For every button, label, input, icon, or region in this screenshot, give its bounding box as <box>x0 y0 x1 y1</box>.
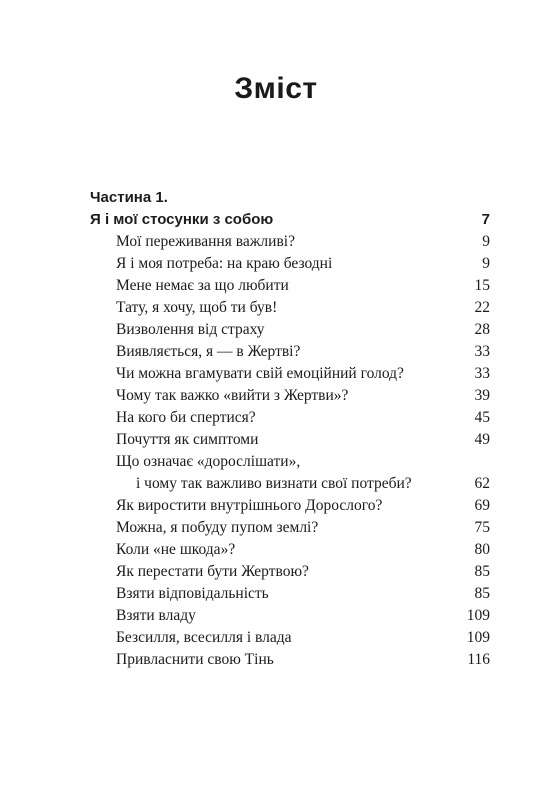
toc-entry[interactable] <box>90 275 490 297</box>
toc-entry-page: 116 <box>467 651 490 668</box>
toc-entry-title-continuation: і чому так важливо визнати свої потреби? <box>136 475 412 492</box>
toc-entry[interactable] <box>90 407 490 429</box>
toc-entry-page: 75 <box>474 519 490 536</box>
part-page-number: 7 <box>481 211 490 228</box>
part-label: Частина 1. <box>90 189 168 206</box>
toc-entry[interactable] <box>90 495 490 517</box>
toc-entry[interactable] <box>90 341 490 363</box>
toc-entry[interactable] <box>90 363 490 385</box>
toc-entry[interactable] <box>90 605 490 627</box>
toc-entry-page: 9 <box>482 255 490 272</box>
toc-entry-title: Взяти відповідальність <box>116 585 269 602</box>
toc-entry-page: 69 <box>474 497 490 514</box>
part-title-row[interactable] <box>90 209 490 231</box>
toc-entry-page: 15 <box>474 277 490 294</box>
toc-entry-page: 109 <box>466 607 490 624</box>
page-title: Зміст <box>234 72 318 105</box>
toc-entry-page: 109 <box>466 629 490 646</box>
toc-entry-title: На кого би спертися? <box>116 409 256 426</box>
toc-entry-page: 45 <box>474 409 490 426</box>
toc-entry-page: 9 <box>482 233 490 250</box>
toc-entry-page: 33 <box>474 343 490 360</box>
toc-entry[interactable] <box>90 385 490 407</box>
toc-entry[interactable] <box>90 561 490 583</box>
toc-entry-title: Безсилля, всесилля і влада <box>116 629 292 646</box>
toc-entry-title: Почуття як симптоми <box>116 431 259 448</box>
toc-entry-title: Виявляється, я — в Жертві? <box>116 343 301 360</box>
toc-entry[interactable] <box>90 583 490 605</box>
toc-entry[interactable] <box>90 253 490 275</box>
toc-entry-title: Коли «не шкода»? <box>116 541 236 558</box>
toc-entry[interactable] <box>90 627 490 649</box>
toc-entry[interactable] <box>90 649 490 671</box>
toc-entry-page: 85 <box>474 585 490 602</box>
toc-entry-page: 62 <box>474 475 490 492</box>
toc-entry-title: Привласнити свою Тінь <box>116 651 274 668</box>
toc-entry-page: 85 <box>474 563 490 580</box>
toc-entry-page: 33 <box>474 365 490 382</box>
toc-entry-title: Тату, я хочу, щоб ти був! <box>116 299 278 316</box>
toc-entry[interactable] <box>90 517 490 539</box>
table-of-contents <box>90 187 490 671</box>
toc-entry-title: Взяти владу <box>116 607 196 624</box>
toc-entry[interactable] <box>90 231 490 253</box>
toc-entry-title: Чи можна вгамувати свій емоційний голод? <box>116 365 404 382</box>
toc-entry-title: Можна, я побуду пупом землі? <box>116 519 319 536</box>
toc-entry-title: Я і моя потреба: на краю безодні <box>116 255 333 272</box>
toc-entry-page: 39 <box>474 387 490 404</box>
toc-entry-title: Чому так важко «вийти з Жертви»? <box>116 387 349 404</box>
toc-entry-title: Як перестати бути Жертвою? <box>116 563 309 580</box>
toc-entry-title: Мої переживання важливі? <box>116 233 295 250</box>
toc-entry[interactable] <box>90 319 490 341</box>
toc-entry-page: 28 <box>474 321 490 338</box>
toc-entry-page: 22 <box>474 299 490 316</box>
part-title: Я і мої стосунки з собою <box>90 211 274 228</box>
toc-entry[interactable] <box>90 451 490 495</box>
toc-entry-title: Визволення від страху <box>116 321 265 338</box>
toc-entry-page: 80 <box>474 541 490 558</box>
toc-entry[interactable] <box>90 539 490 561</box>
toc-entry-title: Що означає «дорослішати», <box>116 453 301 470</box>
toc-entry-page: 49 <box>474 431 490 448</box>
toc-entry-title: Мене немає за що любити <box>116 277 289 294</box>
toc-entry[interactable] <box>90 297 490 319</box>
toc-entry[interactable] <box>90 429 490 451</box>
toc-entry-title: Як виростити внутрішнього Дорослого? <box>116 497 383 514</box>
